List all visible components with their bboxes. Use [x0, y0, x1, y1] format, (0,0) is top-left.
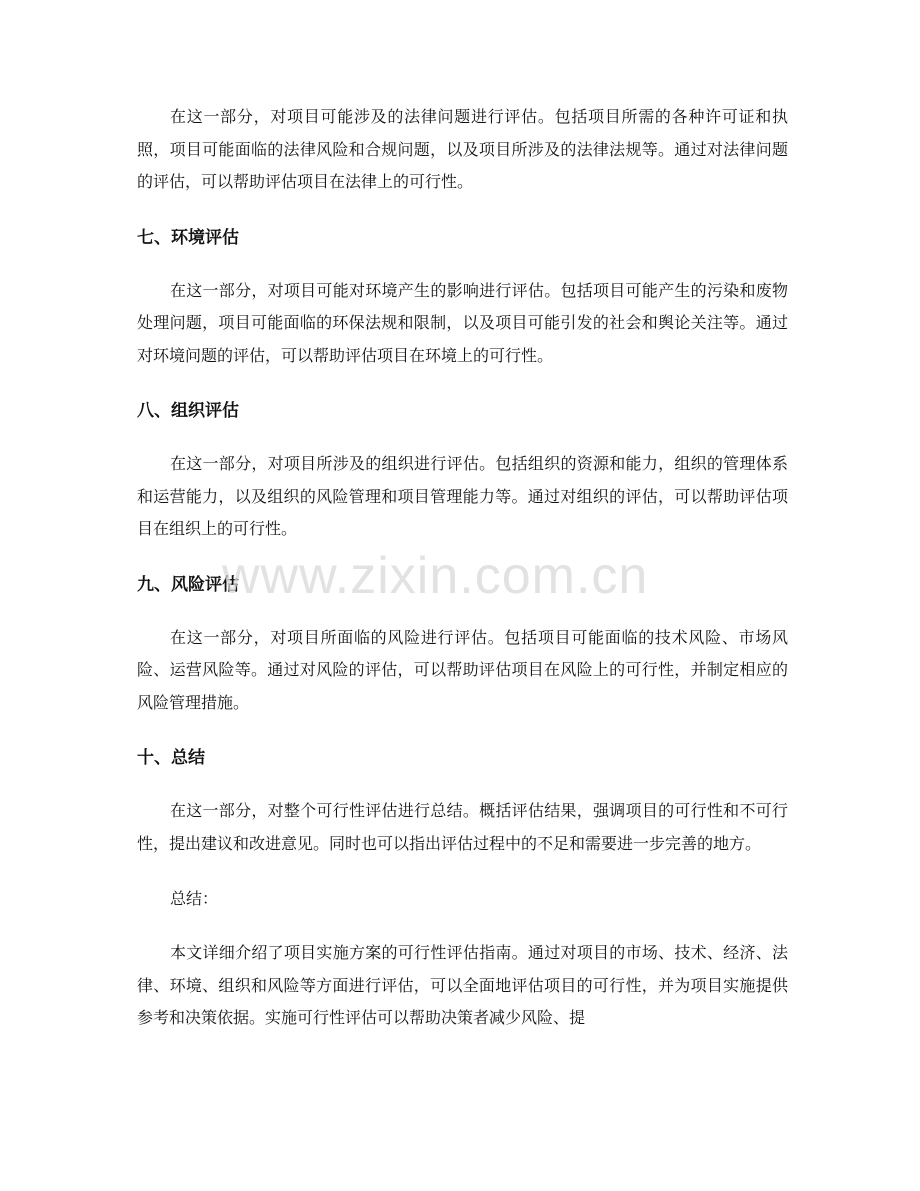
section-environment-body: 在这一部分，对项目可能对环境产生的影响进行评估。包括项目可能产生的污染和废物处理问题，项目可能面临的环保法规和限制，以及项目可能引发的社会和舆论关注等。通过对环境问题的评估，可以帮助评估项目在环境上的可行性。	[137, 280, 788, 365]
section-environment-heading: 七、环境评估	[137, 227, 239, 248]
section-legal-body: 在这一部分，对项目可能涉及的法律问题进行评估。包括项目所需的各种许可证和执照，项目可能面临的法律风险和合规问题，以及项目所涉及的法律法规等。通过对法律问题的评估，可以帮助评估项目在法律上的可行性。	[137, 107, 788, 191]
section-conclusion	[137, 743, 788, 860]
section-conclusion-heading: 十、总结	[137, 748, 205, 768]
section-environment	[137, 223, 788, 373]
section-organization-body: 在这一部分，对项目所涉及的组织进行评估。包括组织的资源和能力，组织的管理体系和运营能力，以及组织的风险管理和项目管理能力等。通过对组织的评估，可以帮助评估项目在组织上的可行性。	[137, 454, 788, 538]
summary-body: 本文详细介绍了项目实施方案的可行性评估指南。通过对项目的市场、技术、经济、法律、环境、组织和风险等方面进行评估，可以全面地评估项目的可行性，并为项目实施提供参考和决策依据。实施可行性评估可以帮助决策者减少风险、提	[137, 943, 788, 1027]
section-risk-heading: 九、风险评估	[137, 574, 239, 595]
section-organization-heading: 八、组织评估	[137, 401, 239, 421]
section-conclusion-body: 在这一部分，对整个可行性评估进行总结。概括评估结果，强调项目的可行性和不可行性，提出建议和改进意见。同时也可以指出评估过程中的不足和需要进一步完善的地方。	[137, 801, 788, 853]
section-risk-body: 在这一部分，对项目所面临的风险进行评估。包括项目可能面临的技术风险、市场风险、运营风险等。通过对风险的评估，可以帮助评估项目在风险上的可行性，并制定相应的风险管理措施。	[137, 627, 788, 712]
watermark-text: www.zixin.com.cn	[222, 547, 649, 605]
section-legal	[137, 101, 788, 199]
summary-label: 总结：	[170, 889, 219, 908]
section-organization	[137, 396, 788, 546]
section-risk	[137, 570, 788, 720]
